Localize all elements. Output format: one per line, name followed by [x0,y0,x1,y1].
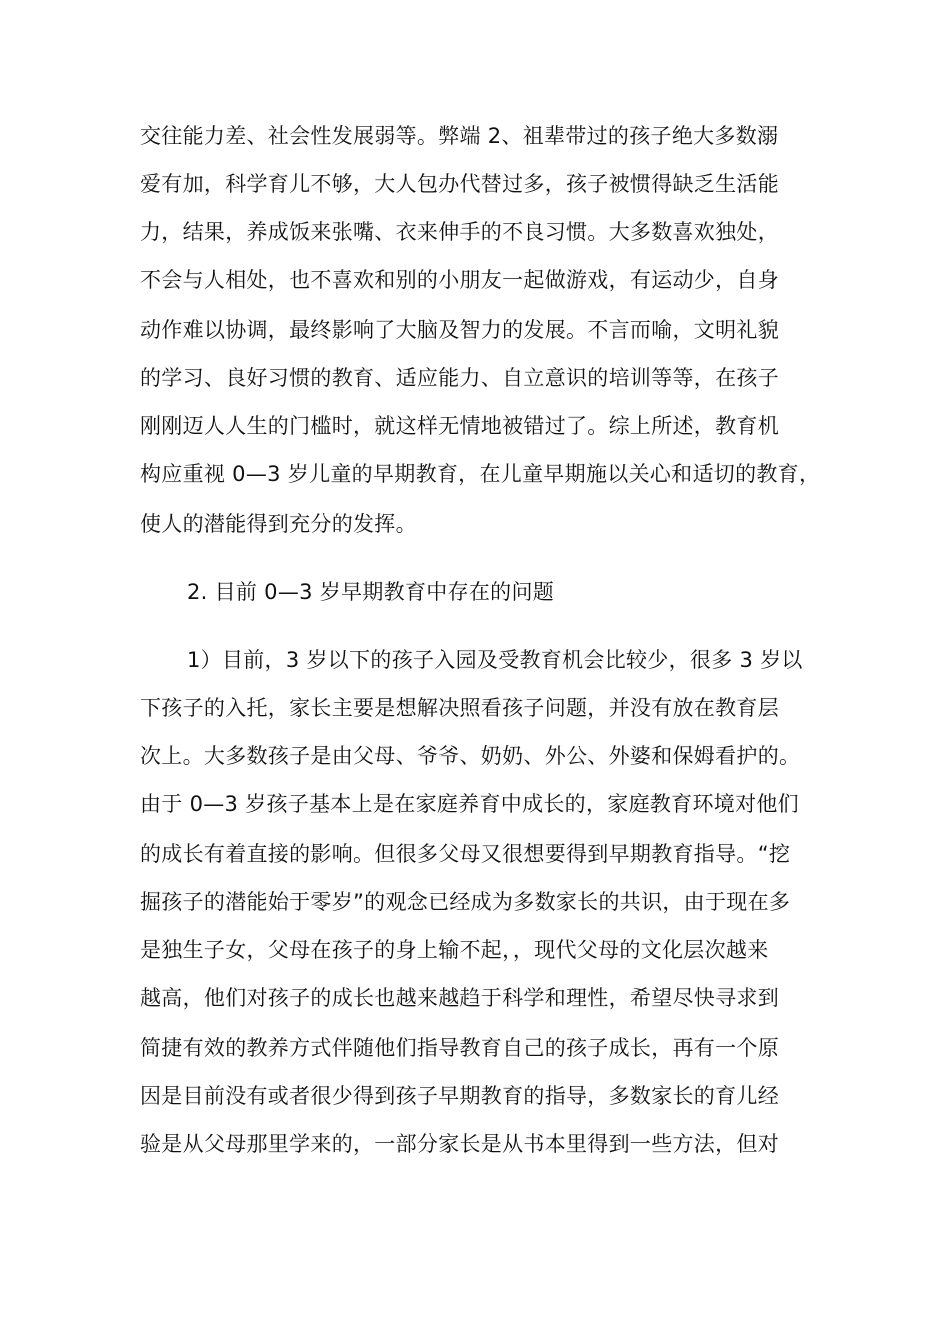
paragraph-line: 越高，他们对孩子的成长也越来越趋于科学和理性，希望尽快寻求到 [140,986,779,1010]
paragraph-line: 不会与人相处，也不喜欢和别的小朋友一起做游戏，有运动少，自身 [140,268,779,292]
paragraph-line: 动作难以协调，最终影响了大脑及智力的发展。不言而喻，文明礼貌 [140,318,779,342]
paragraph-line: 力，结果，养成饭来张嘴、衣来伸手的不良习惯。大多数喜欢独处， [140,220,779,244]
paragraph-line: 次上。大多数孩子是由父母、爷爷、奶奶、外公、外婆和保姆看护的。 [140,744,801,768]
paragraph-line: 是独生子女，父母在孩子的身上输不起，，现代父母的文化层次越来 [140,938,769,962]
paragraph-line: 简捷有效的教养方式伴随他们指导教育自己的孩子成长，再有一个原 [140,1036,779,1060]
paragraph-line: 构应重视 0—3 岁儿童的早期教育，在儿童早期施以关心和适切的教育， [140,462,821,486]
paragraph-line: 爱有加，科学育儿不够，大人包办代替过多，孩子被惯得缺乏生活能 [140,172,779,196]
paragraph-line: 刚刚迈人人生的门槛时，就这样无情地被错过了。综上所述，教育机 [140,414,779,438]
paragraph-line: 的学习、良好习惯的教育、适应能力、自立意识的培训等等，在孩子 [140,366,779,390]
section-heading: 2. 目前 0—3 岁早期教育中存在的问题 [187,580,555,604]
paragraph-line: 的成长有着直接的影响。但很多父母又很想要得到早期教育指导。“挖 [140,842,791,866]
paragraph-line: 下孩子的入托，家长主要是想解决照看孩子问题，并没有放在教育层 [140,696,779,720]
paragraph-line: 验是从父母那里学来的，一部分家长是从书本里得到一些方法，但对 [140,1132,779,1156]
paragraph-line: 1）目前，3 岁以下的孩子入园及受教育机会比较少，很多 3 岁以 [187,648,803,672]
paragraph-line: 使人的潜能得到充分的发挥。 [140,512,417,536]
paragraph-line: 因是目前没有或者很少得到孩子早期教育的指导，多数家长的育儿经 [140,1084,779,1108]
paragraph-line: 由于 0—3 岁孩子基本上是在家庭养育中成长的，家庭教育环境对他们 [140,792,799,816]
paragraph-line: 交往能力差、社会性发展弱等。弊端 2、祖辈带过的孩子绝大多数溺 [140,124,779,148]
paragraph-line: 掘孩子的潜能始于零岁”的观念已经成为多数家长的共识，由于现在多 [140,890,791,914]
